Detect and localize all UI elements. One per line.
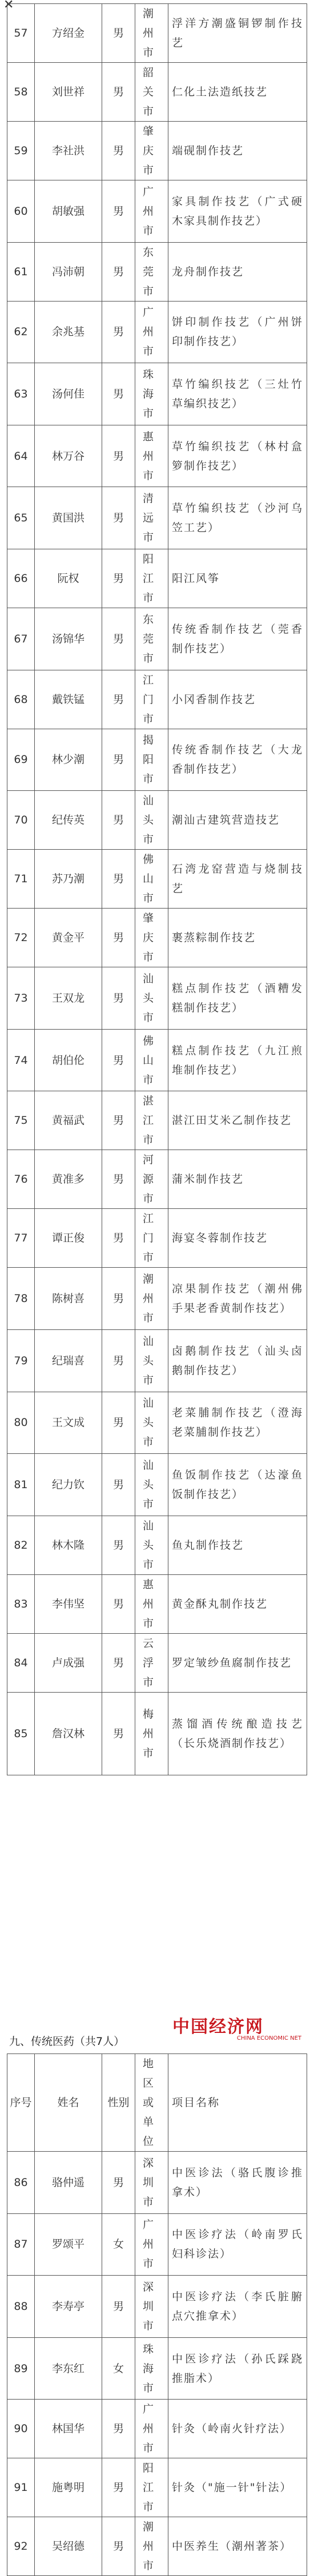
- row-sex: 男: [102, 2276, 135, 2338]
- row-num: 77: [7, 1209, 35, 1268]
- row-sex: 男: [102, 2458, 135, 2517]
- row-name: 林少潮: [35, 729, 102, 791]
- table-row: [7, 63, 307, 122]
- row-area: 汕头市: [135, 1329, 168, 1392]
- row-name: 汤锦华: [35, 608, 102, 670]
- row-name: 罗颂平: [35, 2213, 102, 2276]
- row-project: 针灸（岭南火针疗法）: [168, 2400, 307, 2458]
- row-project: 仁化土法造纸技艺: [168, 63, 307, 122]
- row-project: 草竹编织技艺（三灶竹草编织技艺）: [168, 363, 307, 425]
- row-name: 黄准多: [35, 1150, 102, 1209]
- row-num: 70: [7, 791, 35, 850]
- table-row: [7, 2213, 307, 2276]
- row-sex: 男: [102, 1516, 135, 1574]
- row-sex: 男: [102, 2517, 135, 2576]
- table-row: [7, 1516, 307, 1574]
- row-sex: 男: [102, 608, 135, 670]
- row-name: 冯沛朝: [35, 242, 102, 301]
- row-sex: 男: [102, 1029, 135, 1091]
- row-area: 深圳市: [135, 2152, 168, 2214]
- row-name: 林国华: [35, 2400, 102, 2458]
- row-num: 82: [7, 1516, 35, 1574]
- row-project: 潮汕古建筑营造技艺: [168, 791, 307, 850]
- row-num: 72: [7, 909, 35, 967]
- row-num: 68: [7, 670, 35, 729]
- row-area: 韶关市: [135, 63, 168, 122]
- row-sex: 男: [102, 1692, 135, 1775]
- row-project: 传统香制作技艺（莞香制作技艺）: [168, 608, 307, 670]
- row-area: 东莞市: [135, 242, 168, 301]
- row-sex: 男: [102, 549, 135, 608]
- row-area: 云浮市: [135, 1633, 168, 1692]
- row-name: 纪瑞喜: [35, 1329, 102, 1392]
- row-name: 余兆基: [35, 301, 102, 363]
- row-sex: 男: [102, 1209, 135, 1268]
- header-project: 项目名称: [168, 2054, 307, 2152]
- row-sex: 男: [102, 363, 135, 425]
- row-name: 卢成强: [35, 1633, 102, 1692]
- table-row: [7, 487, 307, 549]
- row-num: 86: [7, 2152, 35, 2214]
- table-row: [7, 1574, 307, 1633]
- row-sex: 女: [102, 2213, 135, 2276]
- row-name: 王文成: [35, 1392, 102, 1454]
- row-project: 糕点制作技艺（酒糟发糕制作技艺）: [168, 967, 307, 1030]
- table-row: [7, 1091, 307, 1150]
- row-name: 黄国洪: [35, 487, 102, 549]
- row-name: 胡敏强: [35, 180, 102, 243]
- row-num: 58: [7, 63, 35, 122]
- row-sex: 男: [102, 180, 135, 243]
- row-project: 鱼饭制作技艺（达濠鱼饭制作技艺）: [168, 1454, 307, 1516]
- row-area: 潮州市: [135, 4, 168, 63]
- row-project: 糕点制作技艺（九江煎堆制作技艺）: [168, 1029, 307, 1091]
- row-area: 珠海市: [135, 363, 168, 425]
- row-name: 黄福武: [35, 1091, 102, 1150]
- row-area: 河源市: [135, 1150, 168, 1209]
- row-name: 阮权: [35, 549, 102, 608]
- watermark-logo: [172, 2012, 304, 2047]
- row-sex: 男: [102, 2400, 135, 2458]
- row-name: 纪传英: [35, 791, 102, 850]
- row-num: 69: [7, 729, 35, 791]
- row-name: 刘世祥: [35, 63, 102, 122]
- table-row: [7, 242, 307, 301]
- row-sex: 女: [102, 2337, 135, 2400]
- row-num: 87: [7, 2213, 35, 2276]
- table-row: [7, 1392, 307, 1454]
- row-num: 66: [7, 549, 35, 608]
- table-row: [7, 301, 307, 363]
- row-area: 广州市: [135, 301, 168, 363]
- row-area: 江门市: [135, 670, 168, 729]
- row-area: 梅州市: [135, 1692, 168, 1775]
- row-sex: 男: [102, 791, 135, 850]
- table-row: [7, 2400, 307, 2458]
- row-area: 潮州市: [135, 2517, 168, 2576]
- row-sex: 男: [102, 1574, 135, 1633]
- row-area: 肇庆市: [135, 122, 168, 180]
- table-row: [7, 791, 307, 850]
- row-sex: 男: [102, 1091, 135, 1150]
- table-row: [7, 2152, 307, 2214]
- row-sex: 男: [102, 1633, 135, 1692]
- row-name: 李寿亭: [35, 2276, 102, 2338]
- table-row: [7, 1150, 307, 1209]
- row-name: 骆仲遥: [35, 2152, 102, 2214]
- row-num: 65: [7, 487, 35, 549]
- row-num: 79: [7, 1329, 35, 1392]
- row-area: 广州市: [135, 180, 168, 243]
- header-sex: 性别: [102, 2054, 135, 2152]
- row-sex: 男: [102, 1329, 135, 1392]
- row-project: 草竹编织技艺（沙河乌笠工艺）: [168, 487, 307, 549]
- table-header-row: [7, 2054, 307, 2152]
- row-sex: 男: [102, 122, 135, 180]
- row-sex: 男: [102, 301, 135, 363]
- row-num: 57: [7, 4, 35, 63]
- row-area: 清远市: [135, 487, 168, 549]
- table-row: [7, 1454, 307, 1516]
- row-project: 黄金酥丸制作技艺: [168, 1574, 307, 1633]
- row-project: 阳江风筝: [168, 549, 307, 608]
- row-project: 端砚制作技艺: [168, 122, 307, 180]
- row-num: 67: [7, 608, 35, 670]
- row-area: 汕头市: [135, 791, 168, 850]
- row-num: 90: [7, 2400, 35, 2458]
- row-project: 饼印制作技艺（广州饼印制作技艺）: [168, 301, 307, 363]
- row-num: 78: [7, 1268, 35, 1330]
- row-num: 84: [7, 1633, 35, 1692]
- row-num: 76: [7, 1150, 35, 1209]
- row-project: 鱼丸制作技艺: [168, 1516, 307, 1574]
- table-row: [7, 608, 307, 670]
- row-name: 詹汉林: [35, 1692, 102, 1775]
- section-title-text: 九、传统医药（共7人）: [9, 2035, 125, 2048]
- row-project: 蒸馏酒传统酿造技艺（长乐烧酒制作技艺）: [168, 1692, 307, 1775]
- row-num: 81: [7, 1454, 35, 1516]
- heritage-table-part2: [7, 2053, 307, 2576]
- row-sex: 男: [102, 1392, 135, 1454]
- row-project: 中医诊疗法（孙氏踩跷推脂术）: [168, 2337, 307, 2400]
- row-area: 佛山市: [135, 1029, 168, 1091]
- row-project: 龙舟制作技艺: [168, 242, 307, 301]
- row-name: 施粤明: [35, 2458, 102, 2517]
- row-project: 针灸（"施一针"针法）: [168, 2458, 307, 2517]
- table-row: [7, 1692, 307, 1775]
- row-sex: 男: [102, 487, 135, 549]
- row-area: 广州市: [135, 2213, 168, 2276]
- table-row: [7, 1329, 307, 1392]
- header-num: 序号: [7, 2054, 35, 2152]
- row-area: 汕头市: [135, 1454, 168, 1516]
- row-sex: 男: [102, 4, 135, 63]
- table-row: [7, 1268, 307, 1330]
- row-project: 凉果制作技艺（潮州佛手果老香黄制作技艺）: [168, 1268, 307, 1330]
- row-project: 中医诊疗法（岭南罗氏妇科诊法）: [168, 2213, 307, 2276]
- header-area: 地区或单位: [135, 2054, 168, 2152]
- table-row: [7, 122, 307, 180]
- row-name: 黄金平: [35, 909, 102, 967]
- row-area: 揭阳市: [135, 729, 168, 791]
- row-num: 63: [7, 363, 35, 425]
- row-project: 家具制作技艺（广式硬木家具制作技艺）: [168, 180, 307, 243]
- row-project: 老菜脯制作技艺（澄海老菜脯制作技艺）: [168, 1392, 307, 1454]
- row-name: 王双龙: [35, 967, 102, 1030]
- row-sex: 男: [102, 242, 135, 301]
- row-project: 浮洋方潮盛铜锣制作技艺: [168, 4, 307, 63]
- row-project: 中医诊法（骆氏腹诊推拿术）: [168, 2152, 307, 2214]
- row-num: 89: [7, 2337, 35, 2400]
- row-num: 85: [7, 1692, 35, 1775]
- row-name: 林万谷: [35, 425, 102, 487]
- row-project: 裹蒸粽制作技艺: [168, 909, 307, 967]
- row-name: 戴铁锰: [35, 670, 102, 729]
- row-num: 71: [7, 850, 35, 909]
- table-row: [7, 1209, 307, 1268]
- header-name: 姓名: [35, 2054, 102, 2152]
- row-area: 江门市: [135, 1209, 168, 1268]
- row-area: 惠州市: [135, 425, 168, 487]
- row-sex: 男: [102, 670, 135, 729]
- row-name: 谭正俊: [35, 1209, 102, 1268]
- table-row: [7, 425, 307, 487]
- table-row: [7, 1029, 307, 1091]
- row-sex: 男: [102, 2152, 135, 2214]
- row-project: 湛江田艾米乙制作技艺: [168, 1091, 307, 1150]
- table-row: [7, 2517, 307, 2576]
- row-area: 东莞市: [135, 608, 168, 670]
- row-num: 60: [7, 180, 35, 243]
- row-name: 陈树喜: [35, 1268, 102, 1330]
- table-row: [7, 2458, 307, 2517]
- table-row: [7, 363, 307, 425]
- table-row: [7, 1633, 307, 1692]
- row-project: 蒲米制作技艺: [168, 1150, 307, 1209]
- row-project: 中医诊疗法（李氏脏腑点穴推拿术）: [168, 2276, 307, 2338]
- row-name: 汤何佳: [35, 363, 102, 425]
- row-name: 方绍金: [35, 4, 102, 63]
- row-num: 91: [7, 2458, 35, 2517]
- row-area: 汕头市: [135, 1516, 168, 1574]
- row-num: 75: [7, 1091, 35, 1150]
- row-project: 石湾龙窑营造与烧制技艺: [168, 850, 307, 909]
- row-sex: 男: [102, 63, 135, 122]
- row-name: 纪力钦: [35, 1454, 102, 1516]
- table-row: [7, 549, 307, 608]
- row-area: 深圳市: [135, 2276, 168, 2338]
- row-sex: 男: [102, 729, 135, 791]
- row-project: 罗定皱纱鱼腐制作技艺: [168, 1633, 307, 1692]
- row-num: 88: [7, 2276, 35, 2338]
- row-project: 草竹编织技艺（林村盒箩制作技艺）: [168, 425, 307, 487]
- row-area: 珠海市: [135, 2337, 168, 2400]
- row-name: 李东红: [35, 2337, 102, 2400]
- row-area: 阳江市: [135, 2458, 168, 2517]
- table-row: [7, 729, 307, 791]
- row-num: 62: [7, 301, 35, 363]
- row-area: 潮州市: [135, 1268, 168, 1330]
- row-name: 李伟坚: [35, 1574, 102, 1633]
- row-num: 73: [7, 967, 35, 1030]
- row-num: 64: [7, 425, 35, 487]
- row-num: 59: [7, 122, 35, 180]
- row-area: 汕头市: [135, 1392, 168, 1454]
- row-sex: 男: [102, 909, 135, 967]
- row-sex: 男: [102, 1268, 135, 1330]
- watermark-text: 中国经济网: [172, 2017, 264, 2037]
- table-row: [7, 909, 307, 967]
- row-area: 湛江市: [135, 1091, 168, 1150]
- table-row: [7, 4, 307, 63]
- row-area: 惠州市: [135, 1574, 168, 1633]
- row-name: 李社洪: [35, 122, 102, 180]
- row-num: 83: [7, 1574, 35, 1633]
- row-area: 佛山市: [135, 850, 168, 909]
- row-area: 汕头市: [135, 967, 168, 1030]
- row-num: 74: [7, 1029, 35, 1091]
- row-project: 传统香制作技艺（大龙香制作技艺）: [168, 729, 307, 791]
- row-name: 胡伯伦: [35, 1029, 102, 1091]
- table-row: [7, 2337, 307, 2400]
- heritage-table-part1: [7, 3, 307, 1775]
- table-row: [7, 850, 307, 909]
- watermark-subtext: CHINA ECONOMIC NET: [236, 2035, 301, 2041]
- row-sex: 男: [102, 1150, 135, 1209]
- row-area: 肇庆市: [135, 909, 168, 967]
- table-row: [7, 180, 307, 243]
- close-icon[interactable]: ✕: [3, 0, 14, 12]
- row-name: 林木隆: [35, 1516, 102, 1574]
- row-project: 卤鹅制作技艺（汕头卤鹅制作技艺）: [168, 1329, 307, 1392]
- row-num: 92: [7, 2517, 35, 2576]
- row-name: 吴绍德: [35, 2517, 102, 2576]
- row-sex: 男: [102, 850, 135, 909]
- row-sex: 男: [102, 967, 135, 1030]
- row-project: 小冈香制作技艺: [168, 670, 307, 729]
- row-project: 中医养生（潮州著茶）: [168, 2517, 307, 2576]
- table-row: [7, 2276, 307, 2338]
- row-sex: 男: [102, 1454, 135, 1516]
- row-area: 广州市: [135, 2400, 168, 2458]
- table-row: [7, 967, 307, 1030]
- row-sex: 男: [102, 425, 135, 487]
- row-num: 61: [7, 242, 35, 301]
- row-name: 苏乃潮: [35, 850, 102, 909]
- row-project: 海宴冬蓉制作技艺: [168, 1209, 307, 1268]
- row-num: 80: [7, 1392, 35, 1454]
- table-row: [7, 670, 307, 729]
- row-area: 阳江市: [135, 549, 168, 608]
